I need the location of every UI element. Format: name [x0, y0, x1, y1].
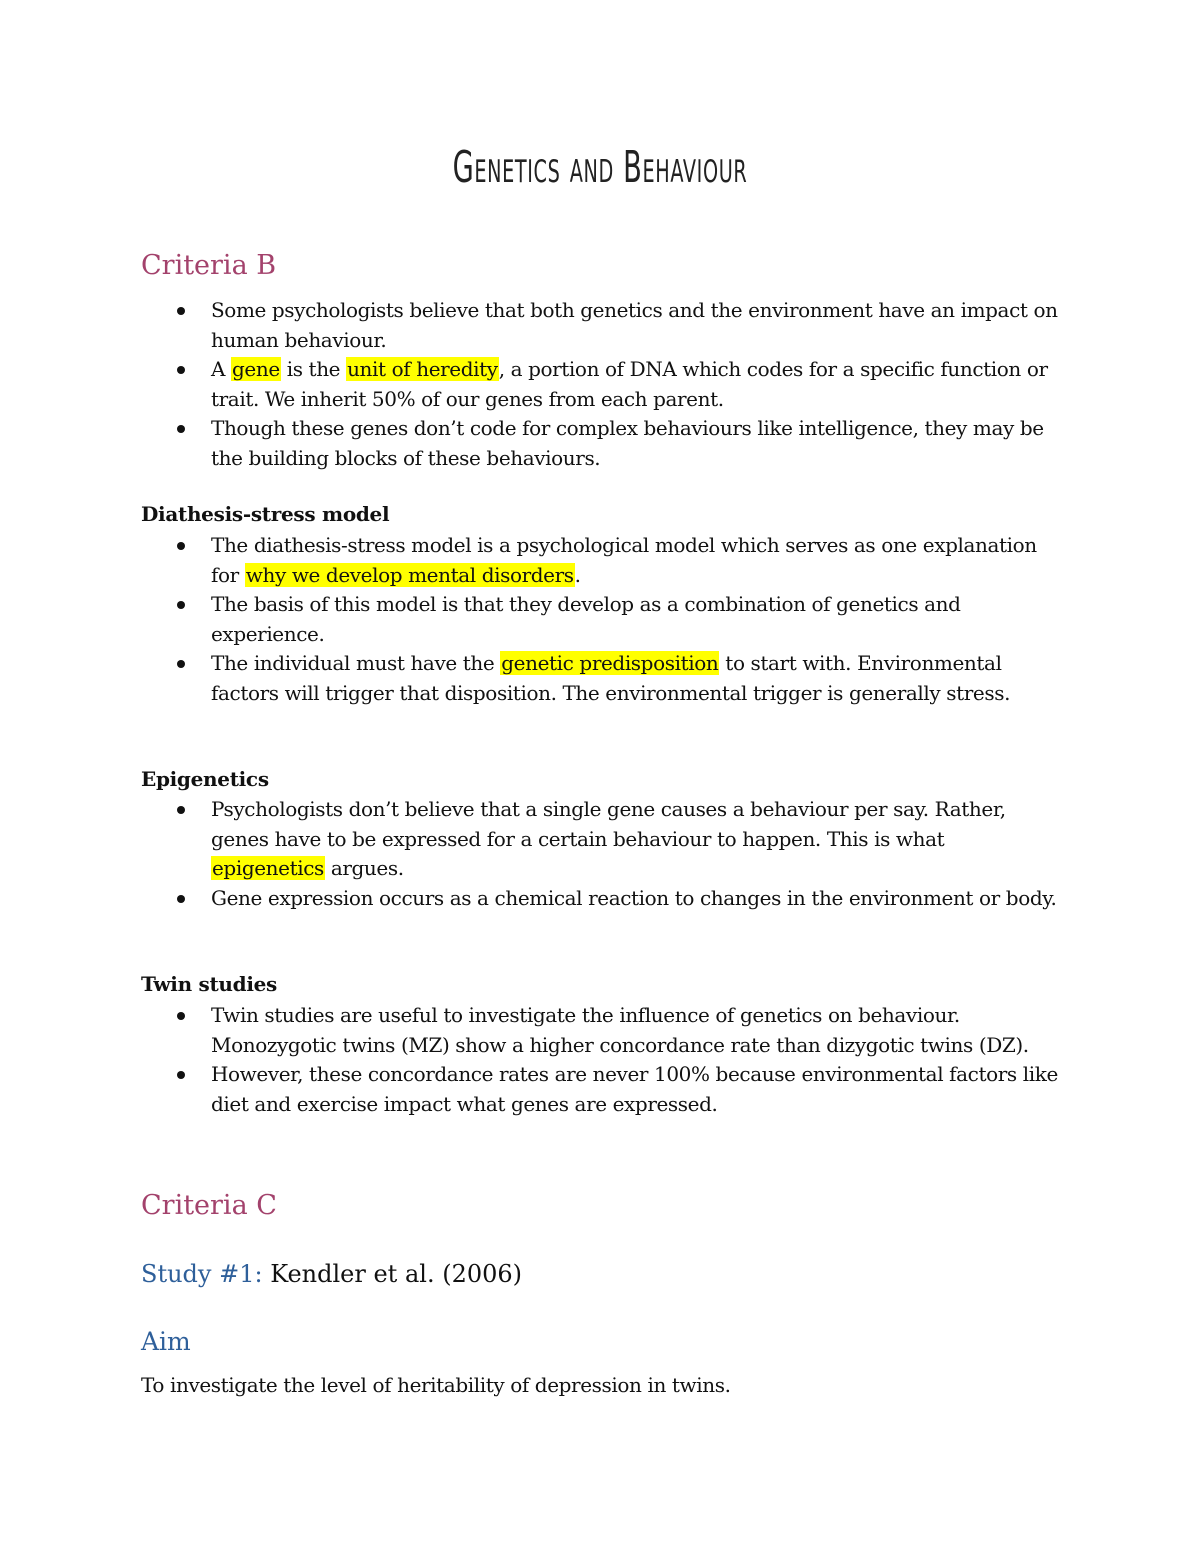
epigenetics-heading: Epigenetics [141, 767, 269, 791]
highlighted-term: epigenetics [212, 856, 324, 880]
criteria-b-heading: Criteria B [141, 250, 277, 281]
text-segment: Psychologists don’t believe that a single gene causes a behaviour per say. Rather, genes have to be expressed for a certain behaviour to happen. This is what [211, 797, 1006, 851]
highlighted-term: unit of heredity [347, 357, 498, 381]
list-item [141, 414, 1061, 473]
text-segment: Twin studies are useful to investigate the influence of genetics on behaviour. Monozygotic twins (MZ) show a higher concordance rate than dizygotic twins (DZ). [211, 1003, 1029, 1057]
study-line [141, 1260, 522, 1288]
list-item [141, 649, 1061, 708]
bullet-icon [177, 895, 185, 903]
highlighted-term: gene [232, 357, 280, 381]
list-item [141, 795, 1061, 884]
text-segment: , a portion of DNA which codes for a specific function or trait. We inherit 50% of our genes from each parent. [211, 357, 1048, 411]
diathesis-stress-list [141, 531, 1061, 708]
text-segment: A [211, 357, 232, 381]
aim-heading: Aim [141, 1327, 191, 1356]
list-item [141, 296, 1061, 355]
text-segment: Gene expression occurs as a chemical reaction to changes in the environment or body. [211, 885, 1057, 910]
study-label: Study #1: [141, 1260, 263, 1288]
bullet-icon [177, 542, 185, 550]
bullet-icon [177, 425, 185, 433]
aim-text: To investigate the level of heritability of depression in twins. [141, 1373, 731, 1397]
epigenetics-list [141, 795, 1061, 913]
text-segment: is the [280, 357, 347, 381]
document-title: Genetics and Behaviour [452, 142, 748, 193]
list-item [141, 884, 1061, 914]
twin-studies-list [141, 1001, 1061, 1119]
list-item [141, 1060, 1061, 1119]
bullet-icon [177, 307, 185, 315]
bullet-icon [177, 601, 185, 609]
bullet-icon [177, 366, 185, 374]
text-segment: . [574, 562, 581, 587]
highlighted-term: why we develop mental disorders [245, 562, 574, 587]
criteria-c-heading: Criteria C [141, 1190, 277, 1221]
text-segment: The individual must have the [211, 651, 501, 675]
text-segment: to start with. Environmental factors will trigger that disposition. The environmental trigger is generally stress. [211, 651, 1011, 705]
text-segment: The diathesis-stress model is a psychological model which serves as one explanation for [211, 533, 1037, 587]
text-segment: Some psychologists believe that both genetics and the environment have an impact on human behaviour. [211, 298, 1058, 352]
criteria-b-intro-list [141, 296, 1061, 473]
list-item [141, 1001, 1061, 1060]
diathesis-stress-heading: Diathesis-stress model [141, 502, 390, 526]
text-segment: The basis of this model is that they develop as a combination of genetics and experience. [211, 592, 961, 646]
twin-studies-heading: Twin studies [141, 972, 278, 996]
study-name: Kendler et al. (2006) [262, 1260, 523, 1288]
highlighted-term: genetic predisposition [501, 651, 719, 675]
text-segment: However, these concordance rates are never 100% because environmental factors like diet and exercise impact what genes are expressed. [211, 1062, 1058, 1116]
text-segment: Though these genes don’t code for complex behaviours like intelligence, they may be the building blocks of these behaviours. [211, 416, 1044, 470]
bullet-icon [177, 660, 185, 668]
text-segment: argues. [324, 856, 404, 880]
list-item [141, 355, 1061, 414]
bullet-icon [177, 1071, 185, 1079]
bullet-icon [177, 806, 185, 814]
bullet-icon [177, 1012, 185, 1020]
list-item [141, 531, 1061, 590]
list-item [141, 590, 1061, 649]
